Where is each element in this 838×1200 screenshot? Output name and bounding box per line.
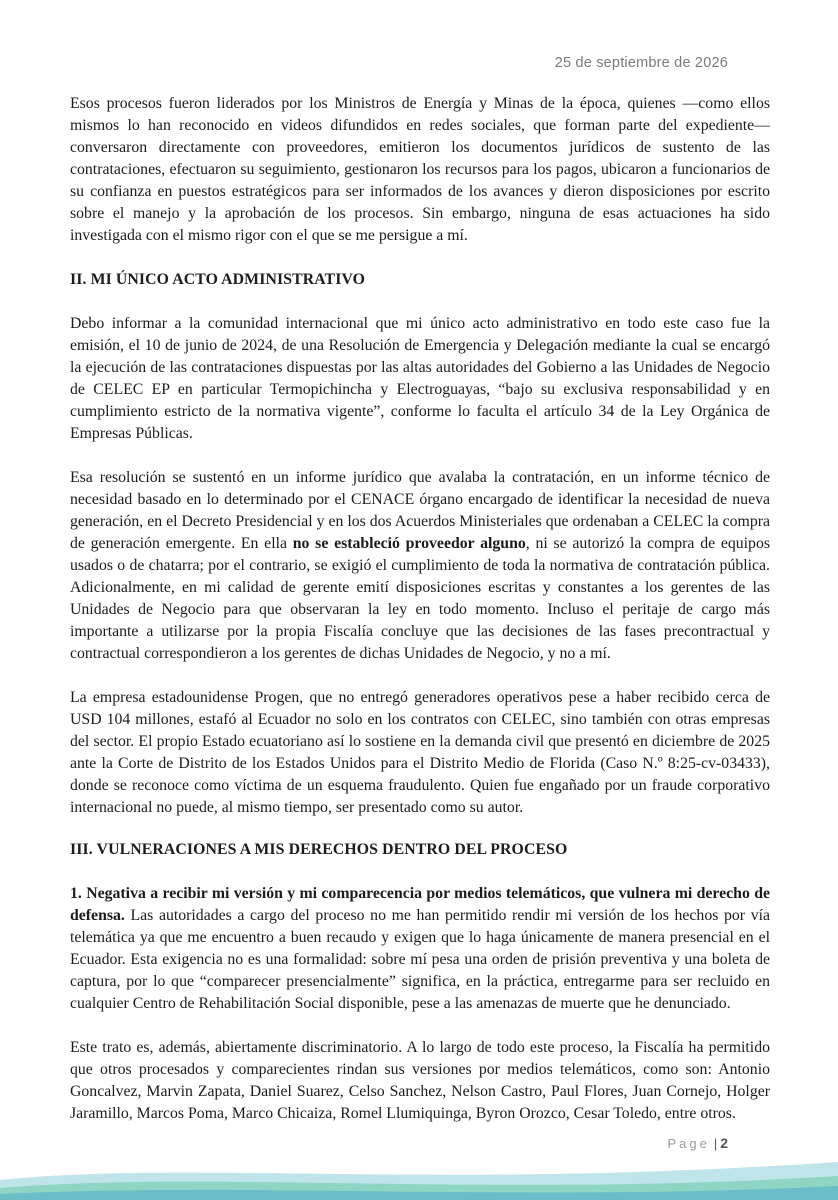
paragraph-ministers: Esos procesos fueron liderados por los Ministros de Energía y Minas de la época, quienes —como ellos mismos lo han reconocido en videos difundidos en redes sociales, que forman parte del expediente— conversaron directamente con proveedores, emitieron los documentos jurídicos de sustento de las contrataciones, efectuaron su seguimiento, gestionaron los recursos para los pagos, ubicaron a funcionarios de su confianza en puestos estratégicos para ser informados de los avances y dieron disposiciones por escrito sobre el manejo y la aprobación de los procesos. Sin embargo, ninguna de esas actuaciones ha sido investigada con el mismo rigor con el que se me persigue a mí. [70,95,770,244]
footer-wave-decoration [0,1140,838,1200]
paragraph-administrative-act: Debo informar a la comunidad internacional que mi único acto administrativo en todo este caso fue la emisión, el 10 de junio de 2024, de una Resolución de Emergencia y Delegación mediante la cual se encargó la ejecución de las contrataciones dispuestas por las altas autoridades del Gobierno a las Unidades de Negocio de CELEC EP en particular Termopichincha y Electroguayas, “bajo su exclusiva responsabilidad y en cumplimiento estricto de la normativa vigente”, conforme lo faculta el artículo 34 de la Ley Orgánica de Empresas Públicas. [70,315,770,442]
telematic-bold-lead: 1. Negativa a recibir mi versión y mi comparecencia por medios telemáticos, que vulnera mi derecho de defensa. [70,885,770,924]
paragraph-telematic [70,883,770,1015]
section-heading-3: III. VULNERACIONES A MIS DERECHOS DENTRO DEL PROCESO [70,841,568,858]
page-label: Page [667,1136,710,1151]
page-number: 2 [720,1135,728,1151]
resolution-text-b: , ni se autorizó la compra de equipos usados o de chatarra; por el contrario, se exigió el cumplimiento de toda la normativa de contratación pública. Adicionalmente, en mi calidad de gerente emití disposiciones escritas y constantes a los gerentes de las Unidades de Negocio para que observaran la ley en todo momento. Incluso el peritaje de cargo más importante a utilizarse por la propia Fiscalía concluye que las decisiones de las fases precontractual y contractual correspondieron a los gerentes de dichas Unidades de Negocio, y no a mí. [70,535,770,662]
section-heading-2: II. MI ÚNICO ACTO ADMINISTRATIVO [70,271,366,288]
resolution-text-a: Esa resolución se sustentó en un informe jurídico que avalaba la contratación, en un informe técnico de necesidad basado en lo determinado por el CENACE órgano encargado de identificar la necesidad de nueva generación, en el Decreto Presidencial y en los dos Acuerdos Ministeriales que ordenaban a CELEC la compra de generación emergente. En ella [70,469,770,552]
paragraph-progen: La empresa estadounidense Progen, que no entregó generadores operativos pese a haber recibido cerca de USD 104 millones, estafó al Ecuador no solo en los contratos con CELEC, sino también con otras empresas del sector. El propio Estado ecuatoriano así lo sostiene en la demanda civil que presentó en diciembre de 2025 ante la Corte de Distrito de los Estados Unidos para el Distrito Medio de Florida (Caso N.º 8:25-cv-03433), donde se reconoce como víctima de un esquema fraudulento. Quien fue engañado por un fraude corporativo internacional no puede, al mismo tiempo, ser presentado como su autor. [70,689,770,816]
document-date: 25 de septiembre de 2026 [554,55,728,71]
document-body [70,93,770,1125]
paragraph-resolution [70,467,770,665]
paragraph-discrimination: Este trato es, además, abiertamente discriminatorio. A lo largo de todo este proceso, la Fiscalía ha permitido que otros procesados y comparecientes rindan sus versiones por medios telemáticos, como son: Antonio Goncalvez, Marvin Zapata, Daniel Suarez, Celso Sanchez, Nelson Castro, Paul Flores, Juan Cornejo, Holger Jaramillo, Marcos Poma, Marco Chicaiza, Romel Llumiquinga, Byron Orozco, Cesar Toledo, entre otros. [70,1039,770,1122]
telematic-text: Las autoridades a cargo del proceso no me han permitido rendir mi versión de los hechos por vía telemática ya que me encuentro a buen recaudo y exigen que lo haga únicamente de manera presencial en el Ecuador. Esta exigencia no es una formalidad: sobre mí pesa una orden de prisión preventiva y una boleta de captura, por lo que “comparecer presencialmente” significa, en la práctica, entregarme para ser recluido en cualquier Centro de Rehabilitación Social disponible, pese a las amenazas de muerte que he denunciado. [70,907,770,1012]
resolution-bold-text: no se estableció proveedor alguno [292,535,526,552]
page-separator: | [713,1136,718,1151]
